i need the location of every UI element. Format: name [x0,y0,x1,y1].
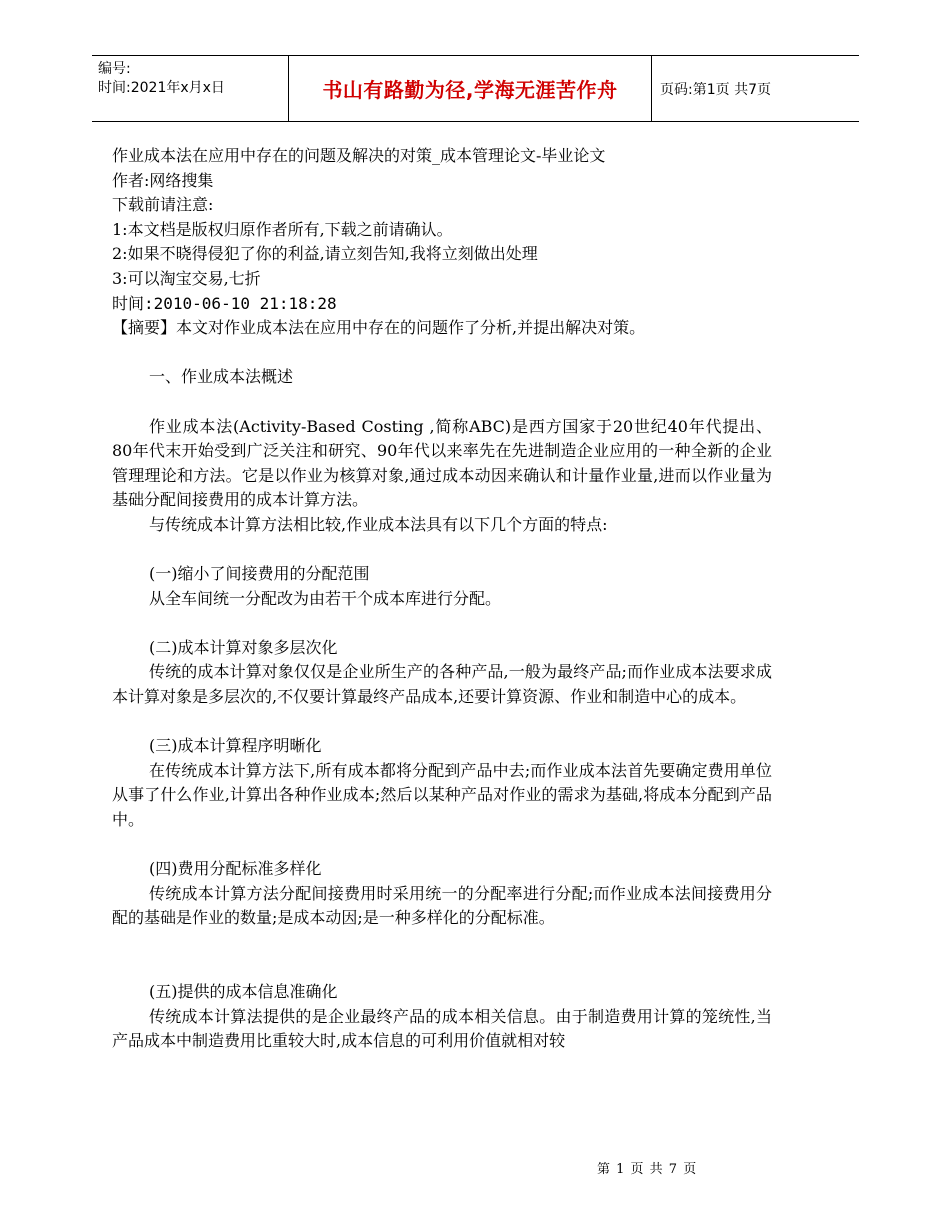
footer-page-number: 第 1 页 共 7 页 [597,1162,698,1177]
header-page-number: 页码:第1页 共7页 [660,81,771,98]
document-title: 作业成本法在应用中存在的问题及解决的对策_成本管理论文-毕业论文 [112,146,606,165]
section-1-title: 一、作业成本法概述 [149,367,294,387]
header-meta [92,56,288,121]
feature-5-title: (五)提供的成本信息准确化 [149,982,338,1002]
download-notice-1: 1:本文档是版权归原作者所有,下载之前请确认。 [112,219,453,239]
document-abstract: 【摘要】本文对作业成本法在应用中存在的问题作了分析,并提出解决对策。 [112,318,646,338]
feature-1-title: (一)缩小了间接费用的分配范围 [149,564,370,584]
download-notice-2: 2:如果不晓得侵犯了你的利益,请立刻告知,我将立刻做出处理 [112,244,538,264]
feature-1-body: 从全车间统一分配改为由若干个成本库进行分配。 [149,588,502,608]
feature-3-body: 在传统成本计算方法下,所有成本都将分配到产品中去;而作业成本法首先要确定费用单位从事了什么作业,计算出各种作业成本;然后以某种产品对作业的需求为基础,将成本分配到产品中。 [112,760,772,830]
document-timestamp: 时间:2010-06-10 21:18:28 [112,293,337,313]
feature-5-body: 传统成本计算法提供的是企业最终产品的成本相关信息。由于制造费用计算的笼统性,当产品成本中制造费用比重较大时,成本信息的可利用价值就相对较 [112,1006,772,1051]
download-notice-3: 3:可以淘宝交易,七折 [112,268,261,288]
feature-2-body: 传统的成本计算对象仅仅是企业所生产的各种产品,一般为最终产品;而作业成本法要求成本计算对象是多层次的,不仅要计算最终产品成本,还要计算资源、作业和制造中心的成本。 [112,662,772,707]
page-header [92,55,859,122]
document-number-label: 编号: [98,61,131,77]
feature-3-title: (三)成本计算程序明晰化 [149,736,322,756]
feature-4-body: 传统成本计算方法分配间接费用时采用统一的分配率进行分配;而作业成本法间接费用分配的基础是作业的数量;是成本动因;是一种多样化的分配标准。 [112,883,772,928]
download-notice-title: 下载前请注意: [112,195,214,215]
feature-4-title: (四)费用分配标准多样化 [149,859,322,879]
document-time-label: 时间:2021年x月x日 [98,80,225,96]
section-1-paragraph-2: 与传统成本计算方法相比较,作业成本法具有以下几个方面的特点: [149,514,608,534]
feature-2-title: (二)成本计算对象多层次化 [149,637,338,657]
document-body [112,144,772,1054]
header-motto: 书山有路勤为径,学海无涯苦作舟 [288,56,652,121]
section-1-paragraph-1: 作业成本法(Activity-Based Costing ,简称ABC)是西方国家于20世纪40年代提出、80年代末开始受到广泛关注和研究、90年代以来率先在先进制造企业应用的一种全新的企业管理理论和方法。它是以作业为核算对象,通过成本动因来确认和计量作业量,进而以作业量为基础分配间接费用的成本计算方法。 [112,416,772,510]
document-author: 作者:网络搜集 [112,170,214,190]
